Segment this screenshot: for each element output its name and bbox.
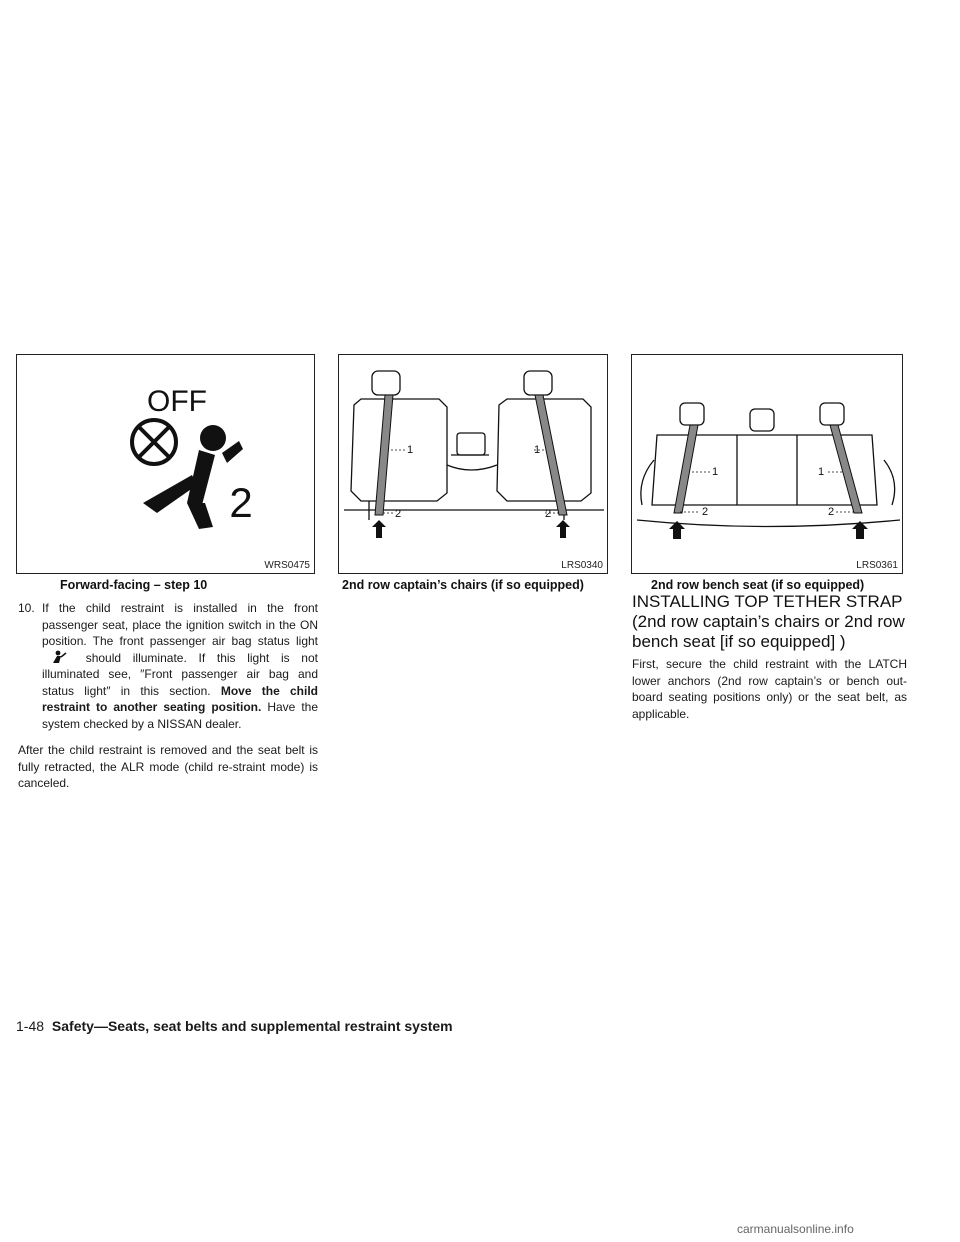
- callout-label: 2: [545, 508, 552, 520]
- figure-code: WRS0475: [264, 560, 310, 571]
- figure-caption: 2nd row bench seat (if so equipped): [651, 578, 865, 592]
- callout-label: 2: [828, 506, 835, 518]
- section-heading: INSTALLING TOP TETHER STRAP (2nd row captain’s chairs or 2nd row bench seat [if so equipped] ): [632, 592, 905, 651]
- anchor-arrow-icons: [669, 521, 868, 539]
- headrest-center: [750, 409, 774, 431]
- page-footer: [16, 1018, 453, 1034]
- figure-caption: Forward-facing – step 10: [60, 578, 208, 592]
- callout-label: 1: [818, 466, 825, 478]
- callout-label: 1: [407, 444, 414, 456]
- paragraph: After the child restraint is removed and the seat belt is fully retracted, the ALR mode (child re-straint mode) is canceled.: [18, 743, 318, 790]
- step-number: 10.: [18, 601, 35, 615]
- bench-seat-illustration: [632, 355, 904, 575]
- watermark: carmanualsonline.info: [737, 1222, 854, 1236]
- crossed-circle-icon: [132, 420, 176, 464]
- tether-strap-left: [674, 425, 698, 513]
- figure-code: LRS0340: [561, 560, 603, 571]
- figure-captains-chairs: [338, 354, 608, 574]
- page-number: 1-48: [16, 1018, 45, 1034]
- tether-strap-right: [830, 425, 862, 513]
- section-body: First, secure the child restraint with the LATCH lower anchors (2nd row captain’s or bench out-board seating positions only) or the seat belt, as applicable.: [632, 657, 907, 721]
- step-column: [18, 600, 318, 792]
- airbag-status-icon: [42, 650, 74, 664]
- figure-caption: 2nd row captain’s chairs (if so equipped): [342, 578, 584, 592]
- anchor-arrow-icons: [372, 520, 570, 538]
- headrest-left: [372, 371, 400, 395]
- callout-label: 1: [534, 444, 541, 456]
- step-text: If the child restraint is installed in the front passenger seat, place the ignition switch in the ON position. The front passenger air bag status light: [42, 601, 318, 648]
- headrest-left: [680, 403, 704, 425]
- captains-chairs-illustration: [339, 355, 609, 575]
- headrest-right: [524, 371, 552, 395]
- callout-label: 1: [712, 466, 719, 478]
- figure-code: LRS0361: [856, 560, 898, 571]
- figure-airbag-off-light: [16, 354, 315, 574]
- callout-label: 2: [702, 506, 709, 518]
- headrest-right: [820, 403, 844, 425]
- tether-strap-left: [375, 395, 393, 515]
- callout-label: 2: [395, 508, 402, 520]
- chapter-title: Safety—Seats, seat belts and supplemental restraint system: [51, 1018, 453, 1034]
- step-warning: Move the child restraint to another seating position.: [42, 683, 319, 714]
- airbag-off-icon: [17, 355, 316, 575]
- seat-number-label: 2: [229, 479, 253, 526]
- step-10: [18, 600, 318, 732]
- off-label: OFF: [147, 385, 207, 418]
- step-text: should illuminate. If this light is not illuminated see, ″Front passenger air bag and status light″ in this section.: [42, 650, 318, 698]
- console: [457, 433, 485, 455]
- figure-bench-seat: [631, 354, 903, 574]
- step-text: Have the system checked by a NISSAN dealer.: [42, 700, 318, 731]
